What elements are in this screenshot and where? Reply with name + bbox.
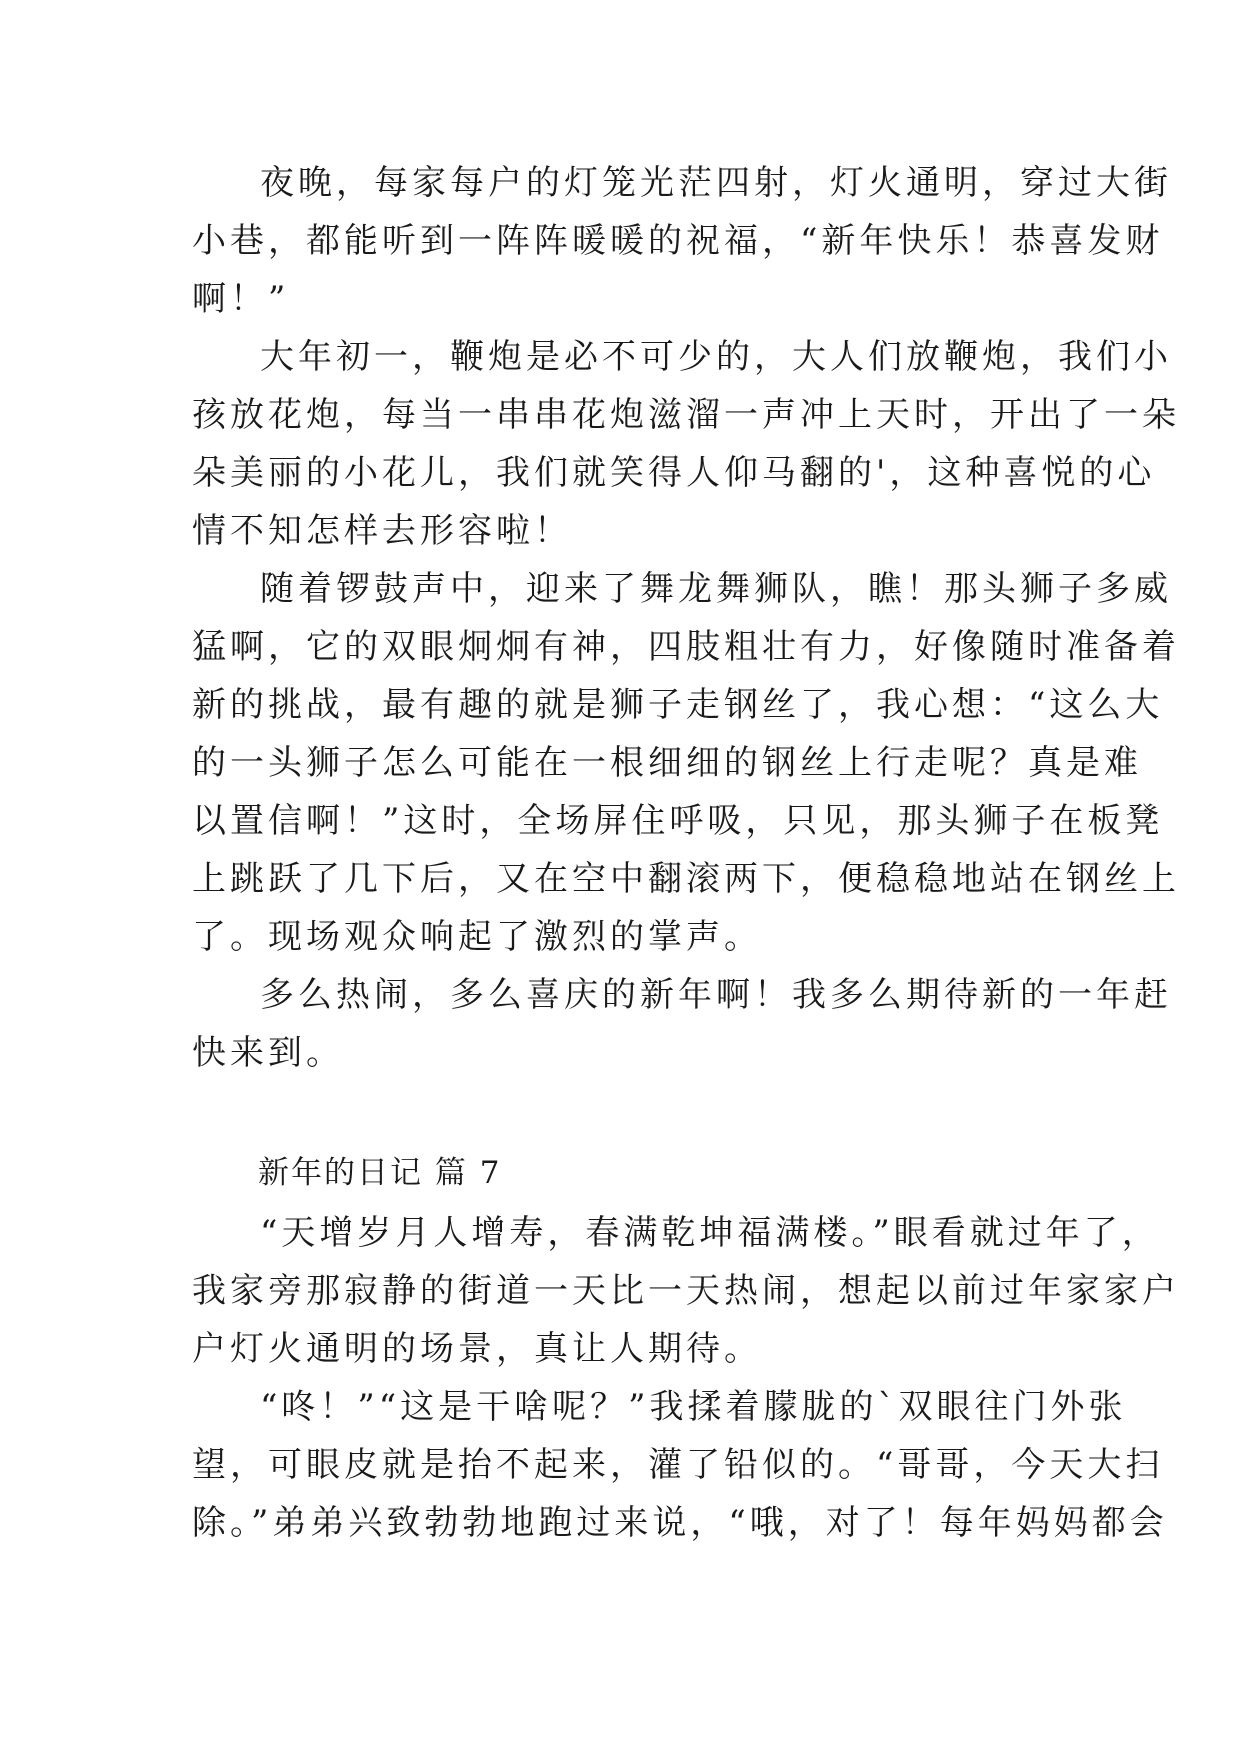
text-block-upper: [192, 154, 1180, 1082]
text-line: 朵美丽的小花儿，我们就笑得人仰马翻的'，这种喜悦的心: [192, 453, 1156, 493]
paragraph: [192, 328, 1180, 560]
text-line: 望，可眼皮就是抬不起来，灌了铅似的。“哥哥，今天大扫: [192, 1445, 1164, 1485]
section-title: 新年的日记 篇 7: [258, 1155, 502, 1191]
text-line: 小巷，都能听到一阵阵暖暖的祝福，“新年快乐！恭喜发财: [192, 221, 1164, 261]
text-line: 快来到。: [192, 1033, 344, 1073]
text-line: 上跳跃了几下后，又在空中翻滚两下，便稳稳地站在钢丝上: [192, 859, 1180, 899]
text-line: 以置信啊！”这时，全场屏住呼吸，只见，那头狮子在板凳: [192, 801, 1164, 841]
text-line: 情不知怎样去形容啦！: [192, 511, 572, 551]
text-line: 我家旁那寂静的街道一天比一天热闹，想起以前过年家家户: [192, 1271, 1180, 1311]
paragraph: [192, 1204, 1180, 1378]
text-line: 孩放花炮，每当一串串花炮滋溜一声冲上天时，开出了一朵: [192, 395, 1180, 435]
text-line: 多么热闹，多么喜庆的新年啊！我多么期待新的一年赶: [260, 975, 1172, 1015]
paragraph: [192, 560, 1180, 966]
text-line: 猛啊，它的双眼炯炯有神，四肢粗壮有力，好像随时准备着: [192, 627, 1180, 667]
text-line: 户灯火通明的场景，真让人期待。: [192, 1329, 762, 1369]
text-line: 啊！”: [192, 279, 290, 319]
text-line: 除。”弟弟兴致勃勃地跑过来说，“哦，对了！每年妈妈都会: [192, 1503, 1168, 1543]
text-line: 大年初一，鞭炮是必不可少的，大人们放鞭炮，我们小: [260, 337, 1172, 377]
paragraph: [192, 966, 1172, 1082]
paragraph: [192, 1378, 1168, 1552]
text-line: 夜晚，每家每户的灯笼光茫四射，灯火通明，穿过大街: [260, 163, 1172, 203]
text-block-lower: [192, 1204, 1180, 1552]
text-line: 随着锣鼓声中，迎来了舞龙舞狮队，瞧！那头狮子多威: [260, 569, 1172, 609]
text-line: 的一头狮子怎么可能在一根细细的钢丝上行走呢？真是难: [192, 743, 1142, 783]
paragraph: [192, 154, 1172, 328]
text-line: 了。现场观众响起了激烈的掌声。: [192, 917, 762, 957]
text-line: 新的挑战，最有趣的就是狮子走钢丝了，我心想：“这么大: [192, 685, 1164, 725]
text-line: “天增岁月人增寿，春满乾坤福满楼。”眼看就过年了，: [260, 1213, 1160, 1253]
text-line: “咚！”“这是干啥呢？”我揉着朦胧的`双眼往门外张: [260, 1387, 1127, 1427]
